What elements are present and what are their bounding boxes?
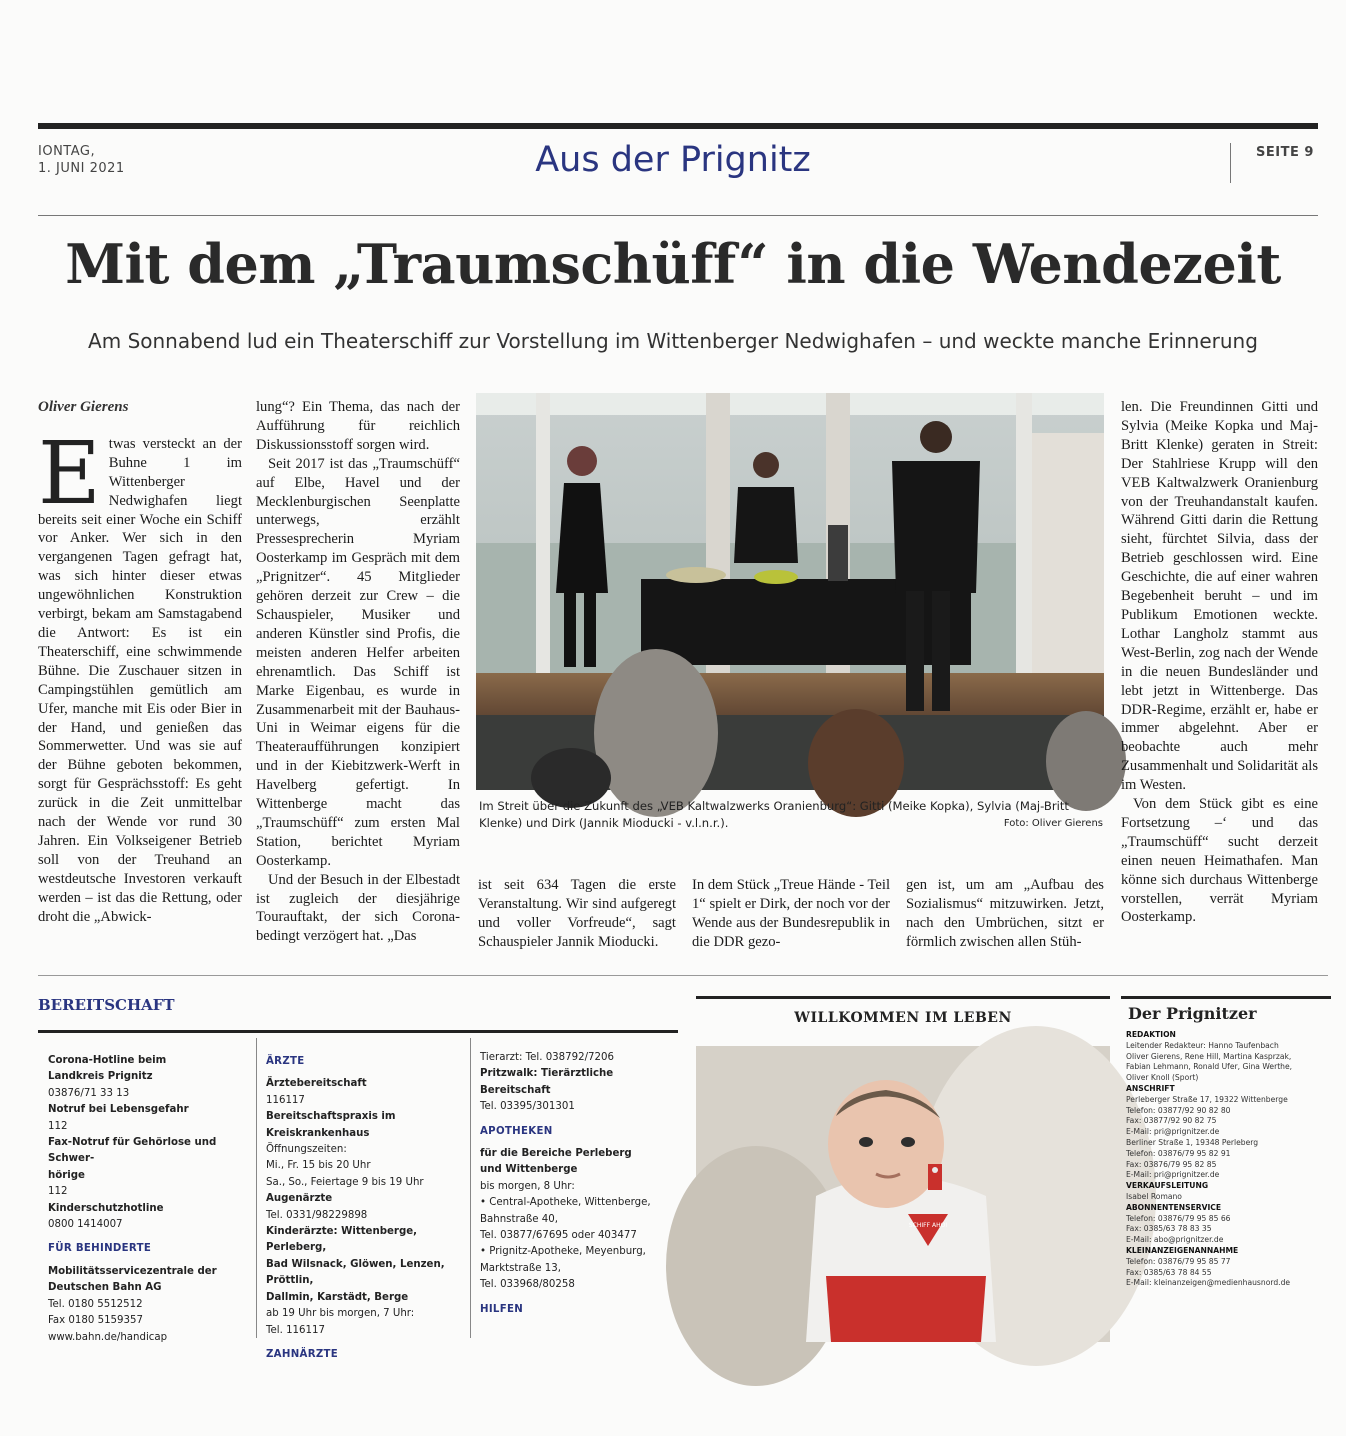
section-title: Aus der Prignitz <box>535 140 811 180</box>
bereitschaft-entry: Kreiskrankenhaus <box>266 1127 370 1139</box>
bereitschaft-col-divider-1 <box>256 1038 257 1338</box>
impressum-line: Telefon: 03877/92 90 82 80 <box>1126 1105 1231 1115</box>
bereitschaft-entry: HILFEN <box>480 1303 524 1315</box>
bereitschaft-entry: Kinderärzte: Wittenberge, Perleberg, <box>266 1226 418 1254</box>
bereitschaft-entry: Ärztebereitschaft <box>266 1078 367 1090</box>
article-author: Oliver Gierens <box>38 399 129 415</box>
article-column-5 <box>906 876 1104 952</box>
article-paragraph: len. Die Freundinnen Gitti und Sylvia (Meike Kopka und Maj-Britt Klenke) geraten in Streit: Der Stahlriese Krupp will den VEB Kaltwalzwerk Oranienburg von der Treuhandanstalt kaufen. Während Gitti darin die Rettung sieht, fürchtet Silvia, dass der Betrieb geschlossen wird. Eine Geschichte, die auf einer wahren Begebenheit beruht – und im Publikum Emotionen weckte. Lothar Langholz stammt aus West-Berlin, zog nach der Wende in die neuen Bundesländer und lebt jetzt in Wittenberge. Das DDR-Regime, erzählt er, habe er immer abgelehnt. Aber er beobachte auch mehr Zusammenhalt und Solidarität als im Westen. <box>1121 399 1318 794</box>
impressum-line: Telefon: 03876/79 95 85 77 <box>1126 1256 1231 1266</box>
impressum-line: Fabian Lehmann, Ronald Ufer, Gina Werthe, <box>1126 1062 1293 1072</box>
article-paragraph: gen ist, um am „Aufbau des Sozialismus“ mitzuwirken. Jetzt, nach den Umbrüchen, sitzt er förmlich zwischen allen Stüh- <box>906 877 1104 950</box>
bottom-section-rule <box>38 975 1328 976</box>
drop-cap: E <box>38 423 101 524</box>
baby-photo <box>696 1046 1110 1342</box>
article-paragraph: Von dem Stück gibt es eine Fortsetzung –‘ und das „Traumschüff“ sucht derzeit einen neuen Heimathafen. Man könne sich durchaus Wittenberge vorstellen, verrät Myriam Oosterkamp. <box>1121 796 1318 926</box>
article-paragraph: Seit 2017 ist das „Traumschüff“ auf Elbe, Havel und der Mecklenburgischen Seenplatte unterwegs, erzählt Pressesprecherin Myriam Oosterkamp im Gespräch mit dem „Prignitzer“. 45 Mitglieder gehören derzeit zur Crew – die Schauspieler, Musiker und anderen Künstler sind Profis, die meisten anderen Helfer arbeiten ehrenamtlich. Das Schiff ist Marke Eigenbau, es wurde in Zusammenarbeit mit der Bauhaus-Uni in Weimar eigens für die Theateraufführungen konzipiert und in der Kiebitzwerk-Werft in Havelberg gefertigt. In Wittenberge macht das „Traumschüff“ zum ersten Mal Station, berichtet Myriam Oosterkamp. <box>256 455 460 869</box>
bereitschaft-entry: APOTHEKEN <box>480 1125 553 1137</box>
impressum-line: E-Mail: pri@prignitzer.de <box>1126 1170 1220 1180</box>
impressum-line: VERKAUFSLEITUNG <box>1126 1181 1209 1191</box>
header-bottom-rule <box>38 215 1318 216</box>
article-headline: Mit dem „Traumschüff“ in die Wendezeit <box>65 232 1281 296</box>
photo-credit: Foto: Oliver Gierens <box>1003 818 1103 829</box>
article-paragraph: ist seit 634 Tagen die erste Veranstaltung. Wir sind aufgeregt und voller Vorfreude“, sagt Schauspieler Jannik Mioducki. <box>478 877 676 950</box>
impressum-line: Perleberger Straße 17, 19322 Wittenberge <box>1126 1094 1288 1104</box>
bereitschaft-entry: Fax-Notruf für Gehörlose und Schwer- <box>48 1137 217 1165</box>
bereitschaft-entry: Bad Wilsnack, Glöwen, Lenzen, Pröttlin, <box>266 1258 445 1287</box>
bereitschaft-entry: für die Bereiche Perleberg <box>480 1148 632 1160</box>
bereitschaft-entry: www.bahn.de/handicap <box>48 1331 168 1343</box>
impressum-line: Fax: 03877/92 90 82 75 <box>1126 1116 1217 1126</box>
bereitschaft-entry: 0800 1414007 <box>48 1219 123 1231</box>
bereitschaft-entry: 112 <box>48 1120 68 1132</box>
impressum-line: E-Mail: kleinanzeigen@medienhausnord.de <box>1126 1278 1291 1288</box>
article-subheadline: Am Sonnabend lud ein Theaterschiff zur Vorstellung im Wittenberger Nedwighafen – und weckte manche Erinnerung <box>88 329 1258 353</box>
top-rule <box>38 123 1318 129</box>
article-photo <box>476 393 1104 790</box>
impressum-line: Fax: 0385/63 78 83 35 <box>1126 1224 1212 1234</box>
bereitschaft-entry: 112 <box>48 1186 68 1198</box>
article-column-2 <box>256 398 460 946</box>
impressum-line: Leitender Redakteur: Hanno Taufenbach <box>1126 1040 1279 1050</box>
impressum-line: KLEINANZEIGENANNAHME <box>1126 1245 1239 1255</box>
impressum-line: E-Mail: abo@prignitzer.de <box>1126 1235 1224 1245</box>
bereitschaft-entry: FÜR BEHINDERTE <box>48 1243 152 1255</box>
impressum-line: Telefon: 03876/79 95 85 66 <box>1126 1213 1231 1223</box>
welcome-rule <box>696 996 1110 999</box>
photo-caption-text: Im Streit über die Zukunft des „VEB Kaltwalzwerks Oranienburg“: Gitti (Meike Kopka), Sylvia (Maj-Britt Klenke) und Dirk (Jannik Mioducki - v.l.n.r.). <box>479 799 1069 830</box>
impressum-line: Fax: 0385/63 78 84 55 <box>1126 1267 1212 1277</box>
bereitschaft-entry: Sa., So., Feiertage 9 bis 19 Uhr <box>266 1176 424 1188</box>
bereitschaft-entry: Öffnungszeiten: <box>266 1144 347 1156</box>
article-column-6 <box>1121 398 1318 927</box>
bereitschaft-entry: • Prignitz-Apotheke, Meyenburg, <box>480 1246 646 1258</box>
bereitschaft-entry: Augenärzte <box>266 1193 333 1205</box>
impressum-line: ANSCHRIFT <box>1126 1083 1175 1093</box>
impressum-line: Fax: 03876/79 95 82 85 <box>1126 1159 1217 1169</box>
impressum-line: Oliver Knoll (Sport) <box>1126 1073 1199 1083</box>
impressum-line: Oliver Gierens, Rene Hill, Martina Kasprzak, <box>1126 1051 1292 1061</box>
bereitschaft-entry: 116117 <box>266 1094 305 1106</box>
bereitschaft-entry: • Central-Apotheke, Wittenberge, <box>480 1197 651 1209</box>
bereitschaft-title: BEREITSCHAFT <box>38 996 175 1014</box>
article-column-3 <box>478 876 676 952</box>
impressum-lines <box>1126 1030 1331 1342</box>
impressum-line: Isabel Romano <box>1126 1191 1182 1201</box>
article-paragraph: Und der Besuch in der Elbestadt ist zugleich der diesjährige Tourauftakt, der sich Corona-bedingt verzögert hat. „Das <box>256 871 460 945</box>
bereitschaft-entry: Tel. 033968/80258 <box>480 1279 575 1291</box>
bereitschaft-entry: ÄRZTE <box>266 1056 305 1067</box>
impressum-line: Telefon: 03876/79 95 82 91 <box>1126 1148 1231 1158</box>
bereitschaft-entry: Mi., Fr. 15 bis 20 Uhr <box>266 1160 371 1172</box>
article-paragraph: In dem Stück „Treue Hände - Teil 1“ spielt er Dirk, der noch vor der Wende aus der Bundesrepublik in die DDR gezo- <box>692 877 890 950</box>
bereitschaft-entry: Pritzwalk: Tierärztliche Bereitschaft <box>480 1068 614 1096</box>
bereitschaft-entry: Bereitschaftspraxis im <box>266 1111 396 1123</box>
bereitschaft-entry: Marktstraße 13, <box>480 1262 561 1274</box>
impressum-line: E-Mail: pri@prignitzer.de <box>1126 1127 1220 1137</box>
bereitschaft-entry: Tel. 116117 <box>266 1324 325 1336</box>
impressum-title: Der Prignitzer <box>1128 1004 1257 1023</box>
bereitschaft-entry: und Wittenberge <box>480 1164 578 1176</box>
impressum-rule <box>1121 996 1331 999</box>
bereitschaft-entry: Tel. 03877/67695 oder 403477 <box>480 1230 637 1242</box>
bereitschaft-entry: Deutschen Bahn AG <box>48 1282 162 1294</box>
bereitschaft-entry: Mobilitätsservicezentrale der <box>48 1265 217 1277</box>
theater-stage-photo <box>476 393 1104 790</box>
bereitschaft-entry: bis morgen, 8 Uhr: <box>480 1180 575 1192</box>
welcome-title: WILLKOMMEN IM LEBEN <box>794 1010 1012 1026</box>
issue-date-weekday: IONTAG, <box>38 144 96 159</box>
bereitschaft-entry: Notruf bei Lebensgefahr <box>48 1104 189 1116</box>
bereitschaft-rule <box>38 1030 678 1033</box>
bereitschaft-col-divider-2 <box>470 1038 471 1338</box>
baby-shirt-print: SCHIFF AHOI <box>908 1222 948 1229</box>
page-number: SEITE 9 <box>1256 145 1314 160</box>
bereitschaft-entry: 03876/71 33 13 <box>48 1087 130 1099</box>
article-column-4 <box>692 876 890 952</box>
bereitschaft-entry: Kinderschutzhotline <box>48 1202 164 1214</box>
article-paragraph: twas versteckt an der Buhne 1 im Wittenberger Nedwighafen liegt bereits seit einer Woche ein Schiff vor Anker. Wer sich in den vergangenen Tagen gefragt hat, was sich hinter dieser etwas ungewöhnlichen Konstruktion verbirgt, bekam am Samstagabend die Antwort: Es ist ein Theaterschiff, eine schwimmende Bühne. Die Zuschauer sitzen in Campingstühlen gemütlich am Ufer, manche mit Eis oder Bier in der Hand, und genießen das Sommerwetter. Und was sie auf der Bühne geboten bekommen, sorgt für Gesprächsstoff: Es geht zurück in die Zeit unmittelbar nach der Wende vor rund 30 Jahren. Ein Volkseigener Betrieb soll von der Treuhand an westdeutsche Investoren verkauft werden – ist das die Rettung, oder droht die „Abwick- <box>38 435 242 925</box>
photo-caption <box>479 798 1103 832</box>
bereitschaft-entry: Tel. 0331/98229898 <box>266 1209 368 1221</box>
bereitschaft-entry: Bahnstraße 40, <box>480 1213 559 1225</box>
impressum-line: REDAKTION <box>1126 1030 1176 1039</box>
bereitschaft-entry: ZAHNÄRZTE <box>266 1348 339 1360</box>
bereitschaft-entry: Tel. 03395/301301 <box>480 1101 575 1113</box>
impressum-line: Berliner Straße 1, 19348 Perleberg <box>1126 1137 1259 1147</box>
bereitschaft-column-1 <box>48 1053 248 1342</box>
bereitschaft-entry: Landkreis Prignitz <box>48 1071 153 1083</box>
bereitschaft-entry: Tel. 0180 5512512 <box>48 1298 143 1310</box>
bereitschaft-entry: hörige <box>48 1169 85 1181</box>
bereitschaft-column-2 <box>266 1046 466 1360</box>
bereitschaft-entry: Corona-Hotline beim <box>48 1055 167 1066</box>
issue-date-day: 1. JUNI 2021 <box>38 161 125 176</box>
article-column-1 <box>38 398 242 926</box>
impressum-line: ABONNENTENSERVICE <box>1126 1202 1222 1212</box>
bereitschaft-entry: Dallmin, Karstädt, Berge <box>266 1291 409 1303</box>
baby-photo-image <box>696 1046 1110 1342</box>
bereitschaft-entry: Tierarzt: Tel. 038792/7206 <box>480 1052 614 1063</box>
bereitschaft-column-3 <box>480 1050 680 1342</box>
bereitschaft-entry: ab 19 Uhr bis morgen, 7 Uhr: <box>266 1308 415 1320</box>
bereitschaft-entry: Fax 0180 5159357 <box>48 1315 143 1327</box>
article-paragraph: lung“? Ein Thema, das nach der Aufführung für reichlich Diskussionsstoff sorgen wird. <box>256 399 460 453</box>
